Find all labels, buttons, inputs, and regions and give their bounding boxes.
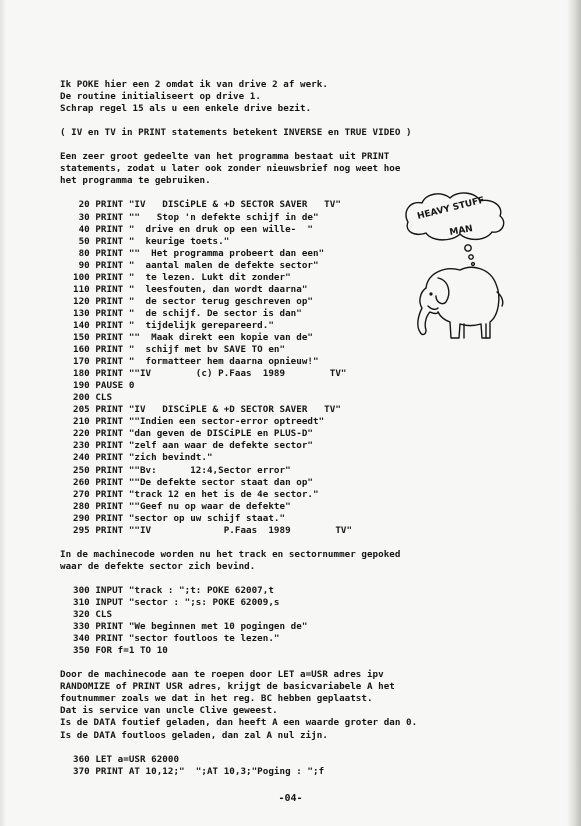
code-line: 350 FOR f=1 TO 10	[73, 645, 168, 657]
text-line: Ik POKE hier een 2 omdat ik van drive 2 af werk.	[60, 79, 328, 90]
code-line: 360 LET a=USR 62000	[73, 753, 180, 765]
text-line: De routine initialiseert op drive 1.	[60, 91, 261, 103]
code-block-usr	[60, 754, 530, 778]
code-line: 270 PRINT "track 12 en het is de 4e sector."	[73, 488, 319, 500]
doodle-text-man: MAN	[448, 224, 474, 238]
code-line: 330 PRINT "We beginnen met 10 pogingen de"	[73, 621, 308, 633]
code-line: 200 CLS	[73, 392, 113, 404]
code-line: 205 PRINT "IV DISCiPLE & +D SECTOR SAVER TV"	[73, 404, 341, 416]
code-line: 370 PRINT AT 10,12;" ";AT 10,3;"Poging : ";f	[73, 765, 325, 777]
code-line: 230 PRINT "zelf aan waar de defekte sector"	[73, 440, 313, 452]
code-line: 130 PRINT " de schijf. De sector is dan"	[73, 307, 302, 319]
scan-right-shadow	[567, 0, 581, 826]
text-line: In de machinecode worden nu het track en sectornummer gepoked	[60, 548, 401, 560]
code-line: 210 PRINT ""Indien een sector-error optreedt"	[73, 416, 325, 428]
text-line: waar de defekte sector zich bevind.	[60, 560, 256, 572]
code-block-input	[60, 585, 530, 657]
elephant-eye	[429, 292, 432, 295]
code-line: 220 PRINT "dan geven de DISCiPLE en PLUS-D"	[73, 428, 313, 440]
code-line: 100 PRINT " te lezen. Lukt dit zonder"	[73, 271, 291, 283]
code-line: 140 PRINT " tijdelijk gerepareerd."	[73, 319, 274, 331]
code-line: 290 PRINT "sector op uw schijf staat."	[73, 512, 286, 524]
code-line: 280 PRINT ""Geef nu op waar de defekte"	[73, 500, 291, 512]
doodle-text-heavy-stuff: HEAVY STUFF	[416, 195, 486, 222]
code-line: 40 PRINT " drive en druk op een wille- "	[73, 223, 313, 235]
code-line: 320 CLS	[73, 609, 113, 621]
text-line: foutnummer zoals we dat in het reg. BC hebben geplaatst.	[60, 693, 373, 705]
code-line: 300 INPUT "track : ";t: POKE 62007,t	[73, 584, 274, 596]
code-line: 260 PRINT ""De defekte sector staat dan op"	[73, 476, 313, 488]
code-line: 170 PRINT " formatteer hem daarna opnieuw!"	[73, 356, 319, 368]
code-line: 160 PRINT " schijf met bv SAVE TO en"	[73, 344, 286, 356]
text-body	[60, 79, 530, 778]
code-line: 295 PRINT ""IV P.Faas 1989 TV"	[73, 524, 353, 536]
text-line: Dat is service van uncle Clive geweest.	[60, 705, 278, 717]
code-line: 80 PRINT "" Het programma probeert dan een"	[73, 247, 325, 259]
code-line: 310 INPUT "sector : ";s: POKE 62009,s	[73, 597, 280, 609]
text-line: Is de DATA foutief geladen, dan heeft A een waarde groter dan 0.	[60, 717, 418, 729]
elephant-doodle	[398, 188, 516, 356]
note-line: ( IV en TV in PRINT statements betekent INVERSE en TRUE VIDEO )	[60, 127, 412, 139]
code-line: 30 PRINT "" Stop 'n defekte schijf in de"	[73, 211, 319, 223]
text-line: RANDOMIZE of PRINT USR adres, krijgt de basicvariabele A het	[60, 681, 395, 693]
text-line: het programma te gebruiken.	[60, 175, 211, 187]
code-line: 250 PRINT ""Bv: 12:4,Sector error"	[73, 464, 291, 476]
code-line: 90 PRINT " aantal malen de defekte sector"	[73, 259, 319, 271]
paragraph-machinecode	[60, 549, 530, 573]
paragraph-print-statements	[60, 151, 530, 187]
text-line: Is de DATA foutloos geladen, dan zal A nul zijn.	[60, 729, 328, 741]
text-line: Door de machinecode aan te roepen door LET a=USR adres ipv	[60, 669, 384, 681]
intro-paragraph	[60, 79, 530, 115]
code-line: 340 PRINT "sector foutloos te lezen."	[73, 633, 280, 645]
code-line: 190 PAUSE 0	[73, 380, 135, 392]
text-line: statements, zodat u later ook zonder nieuwsbrief nog weet hoe	[60, 163, 401, 175]
code-line: 150 PRINT "" Maak direkt een kopie van de"	[73, 331, 313, 343]
text-line: Een zeer groot gedeelte van het programma bestaat uit PRINT	[60, 151, 390, 163]
page-number: -04-	[278, 793, 303, 804]
code-line: 20 PRINT "IV DISCiPLE & +D SECTOR SAVER TV"	[73, 199, 341, 211]
code-line: 120 PRINT " de sector terug geschreven op"	[73, 295, 313, 307]
code-line: 110 PRINT " leesfouten, dan wordt daarna"	[73, 283, 308, 295]
code-line: 240 PRINT "zich bevindt."	[73, 452, 213, 464]
text-line: Schrap regel 15 als u een enkele drive bezit.	[60, 103, 312, 115]
scan-left-shadow	[0, 0, 6, 826]
code-line: 50 PRINT " keurige toets."	[73, 235, 230, 247]
paragraph-usr	[60, 669, 530, 741]
code-line: 180 PRINT ""IV (c) P.Faas 1989 TV"	[73, 368, 347, 380]
